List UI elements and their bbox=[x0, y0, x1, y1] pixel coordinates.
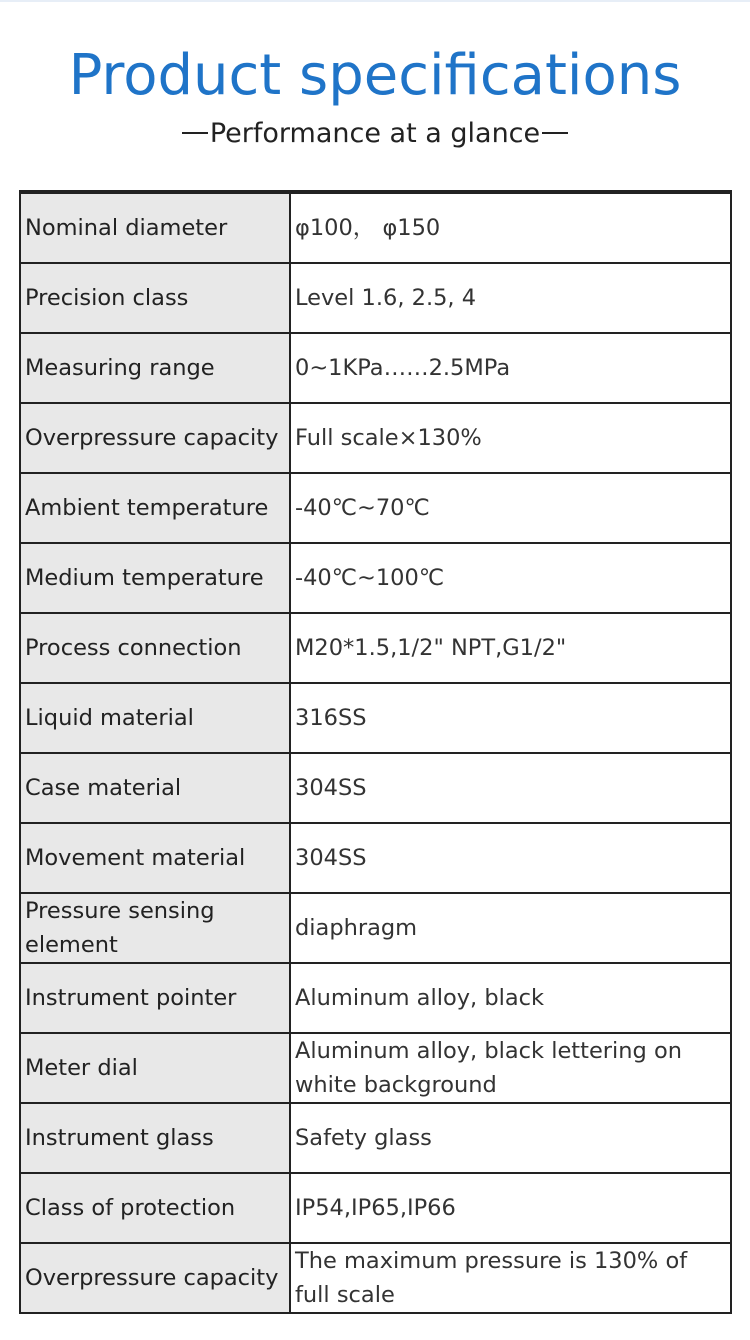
page-title: Product specifications bbox=[68, 43, 682, 108]
table-row bbox=[20, 1243, 731, 1313]
subtitle-text: Performance at a glance bbox=[209, 118, 541, 149]
table-row bbox=[20, 893, 731, 963]
spec-value: Aluminum alloy, black lettering on white background bbox=[290, 1033, 731, 1103]
spec-value: -40℃~70℃ bbox=[290, 473, 731, 543]
spec-label: Process connection bbox=[20, 613, 290, 683]
spec-label: Instrument glass bbox=[20, 1103, 290, 1173]
table-row bbox=[20, 753, 731, 823]
spec-value: Level 1.6, 2.5, 4 bbox=[290, 263, 731, 333]
spec-value: The maximum pressure is 130% of full scale bbox=[290, 1243, 731, 1313]
table-row bbox=[20, 613, 731, 683]
spec-label: Overpressure capacity bbox=[20, 403, 290, 473]
spec-value: -40℃~100℃ bbox=[290, 543, 731, 613]
spec-label: Overpressure capacity bbox=[20, 1243, 290, 1313]
table-row bbox=[20, 1103, 731, 1173]
subtitle-dash-right bbox=[542, 132, 568, 134]
specifications-table bbox=[19, 190, 732, 1314]
table-row bbox=[20, 683, 731, 753]
spec-value: Full scale×130% bbox=[290, 403, 731, 473]
spec-value: IP54,IP65,IP66 bbox=[290, 1173, 731, 1243]
spec-label: Instrument pointer bbox=[20, 963, 290, 1033]
table-row bbox=[20, 473, 731, 543]
top-divider bbox=[0, 0, 750, 2]
spec-label: Ambient temperature bbox=[20, 473, 290, 543]
spec-value: 0~1KPa……2.5MPa bbox=[290, 333, 731, 403]
table-row bbox=[20, 963, 731, 1033]
spec-value: φ100， φ150 bbox=[290, 192, 731, 263]
spec-label: Pressure sensing element bbox=[20, 893, 290, 963]
spec-label: Medium temperature bbox=[20, 543, 290, 613]
subtitle-dash-left bbox=[182, 132, 208, 134]
spec-label: Movement material bbox=[20, 823, 290, 893]
spec-label: Precision class bbox=[20, 263, 290, 333]
spec-value: M20*1.5,1/2" NPT,G1/2" bbox=[290, 613, 731, 683]
spec-value: 304SS bbox=[290, 753, 731, 823]
page-subtitle bbox=[0, 116, 750, 152]
table-row bbox=[20, 333, 731, 403]
spec-value: diaphragm bbox=[290, 893, 731, 963]
table-row bbox=[20, 1033, 731, 1103]
table-row bbox=[20, 1173, 731, 1243]
table-row bbox=[20, 192, 731, 263]
table-row bbox=[20, 823, 731, 893]
table-row bbox=[20, 263, 731, 333]
spec-label: Meter dial bbox=[20, 1033, 290, 1103]
spec-label: Liquid material bbox=[20, 683, 290, 753]
spec-label: Case material bbox=[20, 753, 290, 823]
spec-value: 304SS bbox=[290, 823, 731, 893]
table-row bbox=[20, 403, 731, 473]
spec-value: Safety glass bbox=[290, 1103, 731, 1173]
spec-value: Aluminum alloy, black bbox=[290, 963, 731, 1033]
spec-label: Nominal diameter bbox=[20, 192, 290, 263]
spec-label: Class of protection bbox=[20, 1173, 290, 1243]
spec-label: Measuring range bbox=[20, 333, 290, 403]
spec-value: 316SS bbox=[290, 683, 731, 753]
table-row bbox=[20, 543, 731, 613]
